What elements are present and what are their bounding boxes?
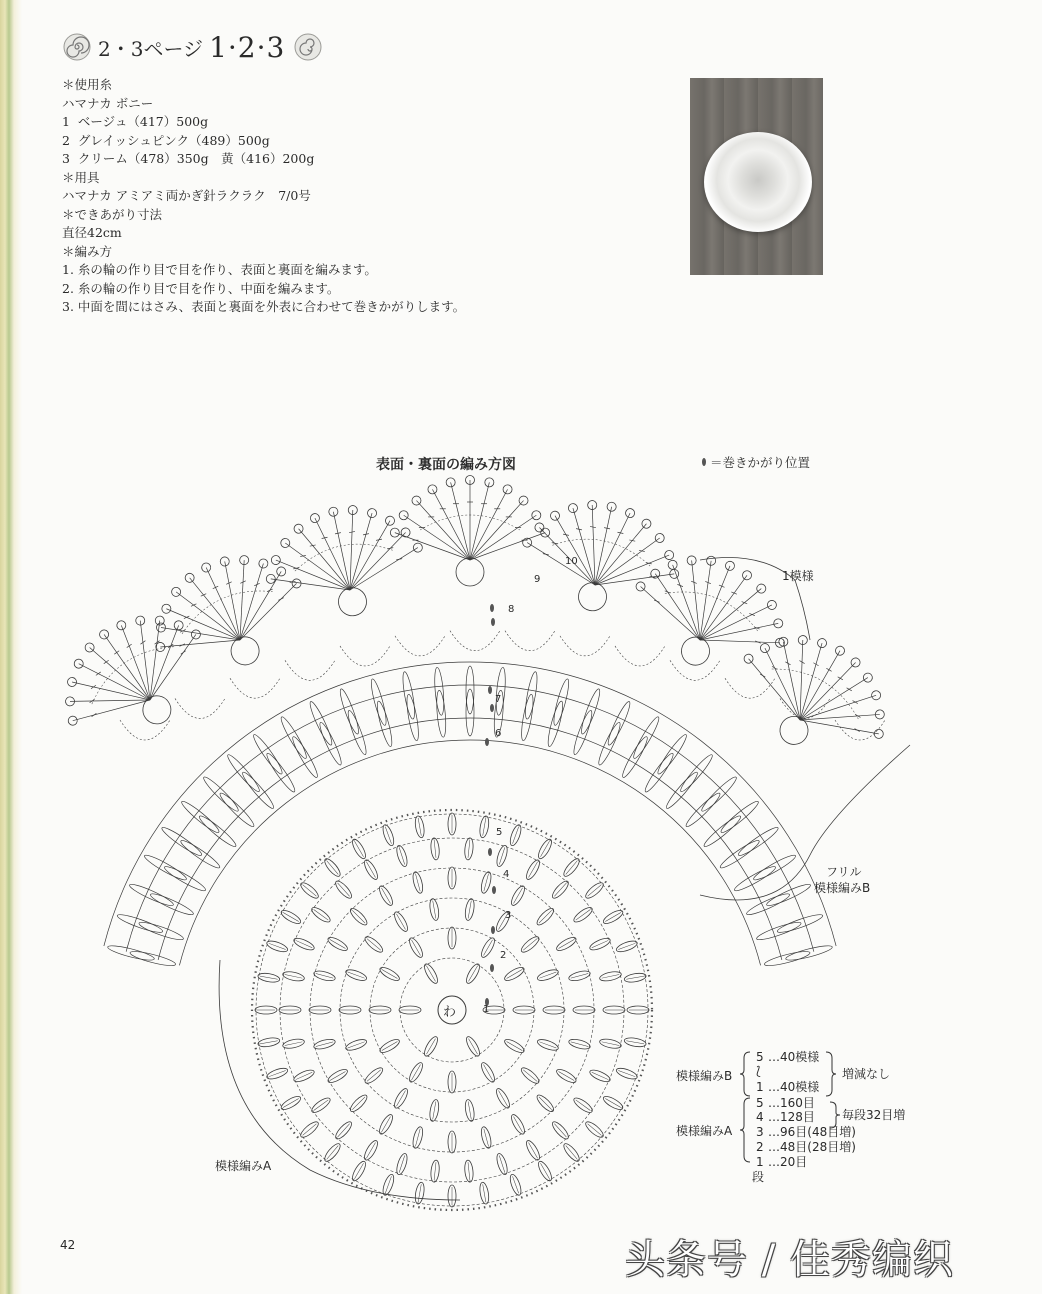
project-numbers: 1·2·3 <box>209 30 286 64</box>
info-line: ＊編み方 <box>62 243 113 259</box>
stitch-count: …40模様 <box>768 1050 820 1064</box>
legend-text: ＝巻きかがり位置 <box>710 455 811 470</box>
info-line: 3 クリーム（478）350g 黄（416）200g <box>62 151 315 166</box>
stitch-count-table <box>676 1049 905 1184</box>
info-line: ハマナカ アミアミ両かぎ針ラクラク 7/0号 <box>62 188 311 203</box>
stitch-count: …128目 <box>768 1110 815 1124</box>
page-reference: 2・3ページ <box>98 36 204 61</box>
row-number: 9 <box>534 574 541 585</box>
info-line: ＊できあがり寸法 <box>62 206 163 222</box>
diagram-title: 表面・裏面の編み方図 <box>376 457 516 473</box>
row-number: 5 <box>496 827 503 838</box>
frill-label: フリル <box>826 865 862 879</box>
stitch-count: …48目(28目増) <box>768 1140 856 1154</box>
pattern-b-label: 模様編みB <box>676 1069 733 1083</box>
row-number: 10 <box>565 556 578 567</box>
stitch-count: …160目 <box>768 1096 815 1110</box>
row-number: 3 <box>505 910 512 921</box>
stitch-count: …96目(48目増) <box>768 1125 856 1139</box>
row-index: 1 <box>756 1155 764 1169</box>
row-number: 2 <box>500 950 507 961</box>
whipstitch-marker-icon <box>702 458 706 466</box>
info-line: 2. 糸の輪の作り目で目を作り、中面を編みます。 <box>62 280 340 296</box>
row-index: 3 <box>756 1125 764 1139</box>
page-number: 42 <box>60 1238 76 1252</box>
stitch-count: …20目 <box>768 1155 808 1169</box>
info-line: 3. 中面を間にはさみ、表面と裏面を外表に合わせて巻きかがりします。 <box>62 299 466 314</box>
info-line: 1 ベージュ（417）500g <box>62 114 209 129</box>
info-line: 2 グレイッシュピンク（489）500g <box>62 132 270 148</box>
watermark: 头条号 / 佳秀编织 <box>625 1237 954 1283</box>
row-index: 4 <box>756 1110 764 1124</box>
info-line: ハマナカ ボニー <box>62 95 154 111</box>
row-index: ⟅ <box>756 1064 761 1078</box>
info-line: 直径42cm <box>62 225 122 240</box>
pattern-a-label: 模様編みA <box>676 1124 733 1138</box>
row-number: 8 <box>508 604 515 615</box>
base-pattern-label: 模様編みA <box>215 1159 272 1173</box>
row-index: 2 <box>756 1140 764 1154</box>
row-number: 4 <box>503 869 510 880</box>
row-index: 1 <box>756 1080 764 1094</box>
center-ring-label: わ <box>443 1005 457 1020</box>
row-number: 6 <box>495 728 502 739</box>
pattern-b-note: 増減なし <box>842 1067 891 1081</box>
row-index: 5 <box>756 1050 764 1064</box>
row-unit: 段 <box>752 1170 765 1184</box>
row-number: 7 <box>495 694 502 705</box>
info-line: ＊使用糸 <box>62 77 113 92</box>
legend <box>702 455 811 470</box>
repeat-label: 1模様 <box>782 569 814 583</box>
pattern-a-note: 毎段32目増 <box>842 1108 906 1122</box>
frill-pattern-label: 模様編みB <box>814 881 871 895</box>
info-line: ＊用具 <box>62 169 100 185</box>
info-line: 1. 糸の輪の作り目で目を作り、表面と裏面を編みます。 <box>62 262 377 277</box>
row-index: 5 <box>756 1096 764 1110</box>
stitch-count: …40模様 <box>768 1080 820 1094</box>
row-number: 1 <box>483 1004 490 1015</box>
